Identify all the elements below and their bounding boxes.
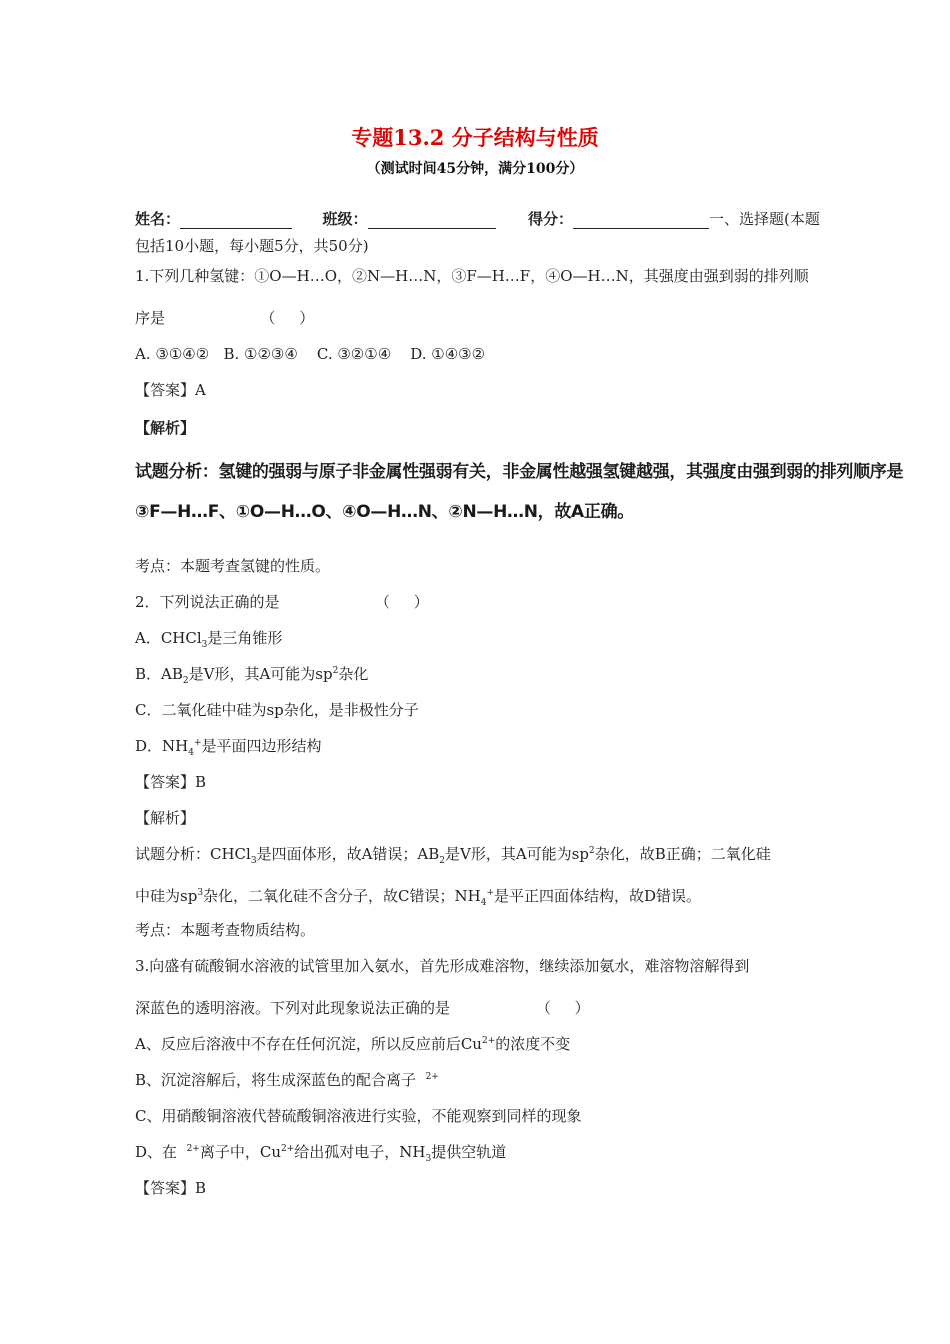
q1-stem-line1: 1.下列几种氢键：①O—H…O，②N—H…N，③F—H…F，④O—H…N，其强度由强到弱的排列顺: [135, 267, 809, 285]
q2-answer: 【答案】B: [135, 773, 207, 791]
class-blank[interactable]: [368, 212, 496, 229]
q2-analysis-line2: 中硅为$sp^3$杂化，二氧化硅不含分子，故C错误；$NH_4^+$是平正四面体结构，故D错误。: [135, 887, 702, 908]
section-heading: 一、选择题(本题: [708, 210, 820, 228]
page-title: 专题13.2 分子结构与性质: [351, 125, 599, 150]
q3-stem-line1: 3.向盛有硫酸铜水溶液的试管里加入氨水，首先形成难溶物，继续添加氨水，难溶物溶解得到: [135, 957, 750, 975]
q3-option-d: D、在 $^{2+}$离子中，$Cu^{2+}$给出孤对电子，$NH_3$提供空轨道: [135, 1143, 507, 1164]
q1-stem-line2: 序是 （ ）: [135, 309, 315, 327]
q2-option-a: A．CHCl$_3$是三角锥形: [135, 629, 283, 650]
q3-answer: 【答案】B: [135, 1179, 207, 1197]
q2-option-d: D．$NH_4^+$是平面四边形结构: [135, 737, 322, 758]
q3-stem-line2: 深蓝色的透明溶液。下列对此现象说法正确的是 （ ）: [135, 999, 590, 1017]
q1-analysis-line1: 试题分析：氢键的强弱与原子非金属性强弱有关，非金属性越强氢键越强，其强度由强到弱的排列顺序是: [135, 462, 904, 482]
q2-analysis-label: 【解析】: [135, 809, 196, 827]
score-blank[interactable]: [573, 212, 709, 229]
q2-analysis-line1: 试题分析：CHCl$_3$是四面体形，故A错误；$AB_2$是V形，其A可能为$sp^2$杂化，故B正确；二氧化硅: [135, 845, 771, 866]
class-label: 班级：: [322, 210, 368, 228]
q1-options: A. ③①④② B. ①②③④ C. ③②①④ D. ①④③②: [135, 345, 486, 363]
q2-option-c: C．二氧化硅中硅为sp杂化，是非极性分子: [135, 701, 419, 719]
page-subtitle: （测试时间45分钟，满分100分）: [366, 161, 584, 177]
q2-option-b: B．$AB_2$是V形，其A可能为$sp^2$杂化: [135, 665, 369, 686]
name-blank[interactable]: [180, 212, 292, 229]
section-desc: 包括10小题，每小题5分，共50分): [135, 237, 369, 255]
name-label: 姓名：: [135, 210, 181, 228]
student-info-row: [135, 208, 820, 229]
score-label: 得分：: [527, 210, 573, 228]
q1-answer: 【答案】A: [135, 381, 206, 399]
q3-option-a: A、反应后溶液中不存在任何沉淀，所以反应前后$Cu^{2+}$的浓度不变: [135, 1035, 571, 1053]
q2-stem: 2．下列说法正确的是 （ ）: [135, 593, 429, 611]
q1-analysis-label: 【解析】: [135, 419, 196, 437]
q2-kaodian: 考点：本题考查物质结构。: [135, 921, 316, 939]
q1-kaodian: 考点：本题考查氢键的性质。: [135, 557, 331, 575]
q1-analysis-line2: ③F—H…F、①O—H…O、④O—H…N、②N—H…N，故A正确。: [135, 502, 635, 522]
q3-option-c: C、用硝酸铜溶液代替硫酸铜溶液进行实验，不能观察到同样的现象: [135, 1107, 582, 1125]
q3-option-b: B、沉淀溶解后，将生成深蓝色的配合离子 $^{2+}$: [135, 1071, 439, 1089]
